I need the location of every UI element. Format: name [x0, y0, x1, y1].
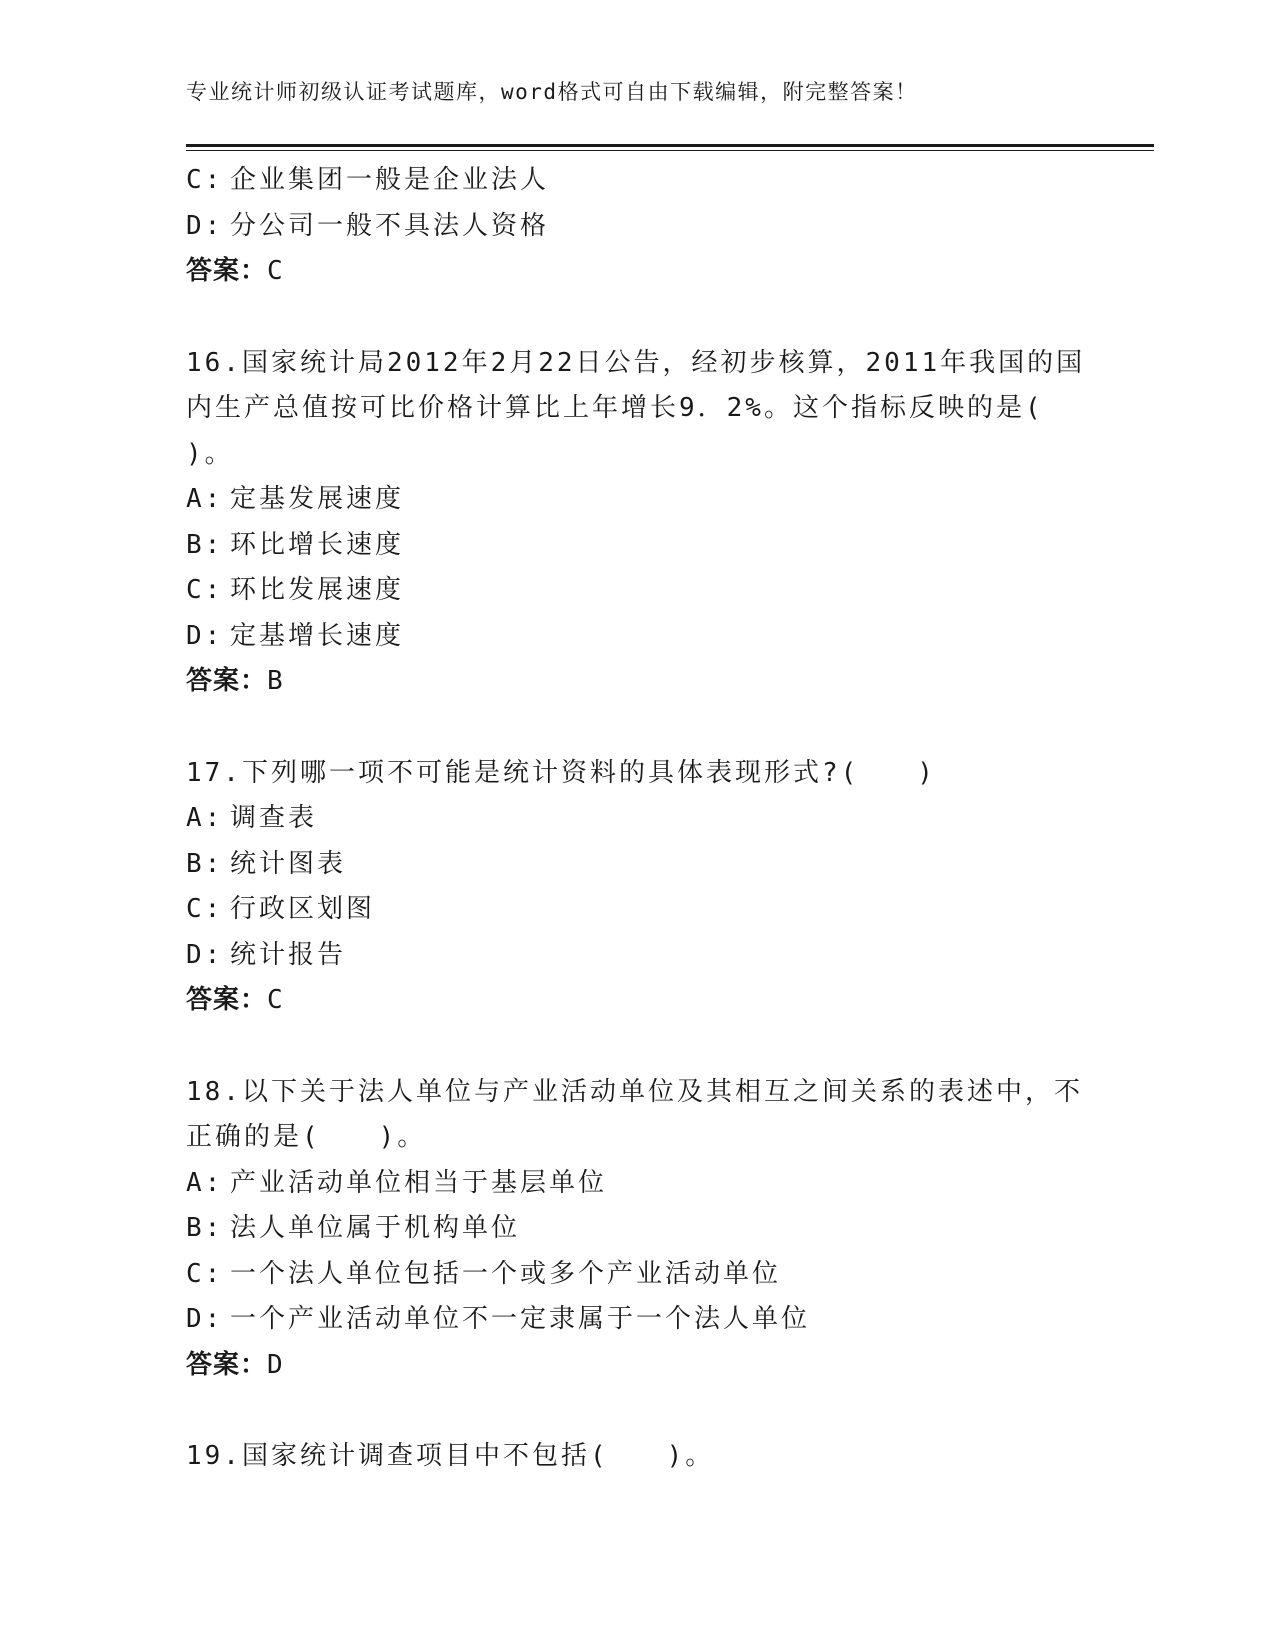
option-c: C: 环比发展速度 [186, 575, 405, 605]
question-18-stem: 18.以下关于法人单位与产业活动单位及其相互之间关系的表述中，不正确的是( )。 [186, 1076, 1083, 1152]
answer-line: 答案：C [186, 256, 284, 286]
option-b: B: 环比增长速度 [186, 529, 405, 560]
option-c: C: 一个法人单位包括一个或多个产业活动单位 [186, 1258, 782, 1289]
question-19-stem: 19.国家统计调查项目中不包括( )。 [186, 1441, 715, 1471]
page-header: 专业统计师初级认证考试题库，word格式可自由下载编辑，附完整答案！ [186, 80, 918, 104]
answer-line: 答案：B [186, 666, 284, 696]
header-divider-thin [186, 150, 1154, 151]
option-b: B: 统计图表 [186, 848, 347, 879]
option-a: A: 调查表 [186, 803, 318, 833]
option-c: C: 企业集团一般是企业法人 [186, 165, 550, 195]
question-list [186, 158, 1102, 1480]
option-d: D: 一个产业活动单位不一定隶属于一个法人单位 [186, 1304, 811, 1334]
option-b: B: 法人单位属于机构单位 [186, 1213, 521, 1243]
option-d: D: 定基增长速度 [186, 620, 405, 651]
option-a: A: 产业活动单位相当于基层单位 [186, 1167, 608, 1198]
header-divider-thick [186, 144, 1154, 147]
question-17-stem: 17.下列哪一项不可能是统计资料的具体表现形式?( ) [186, 757, 936, 788]
answer-line: 答案：C [186, 985, 284, 1015]
option-d: D: 统计报告 [186, 939, 347, 970]
option-d: D: 分公司一般不具法人资格 [186, 210, 550, 241]
answer-line: 答案：D [186, 1349, 284, 1380]
option-a: A: 定基发展速度 [186, 484, 405, 514]
option-c: C: 行政区划图 [186, 894, 376, 924]
question-16-stem: 16.国家统计局2012年2月22日公告，经初步核算，2011年我国的国内生产总值按可比价格计算比上年增长9．2%。这个指标反映的是( )。 [186, 347, 1102, 469]
